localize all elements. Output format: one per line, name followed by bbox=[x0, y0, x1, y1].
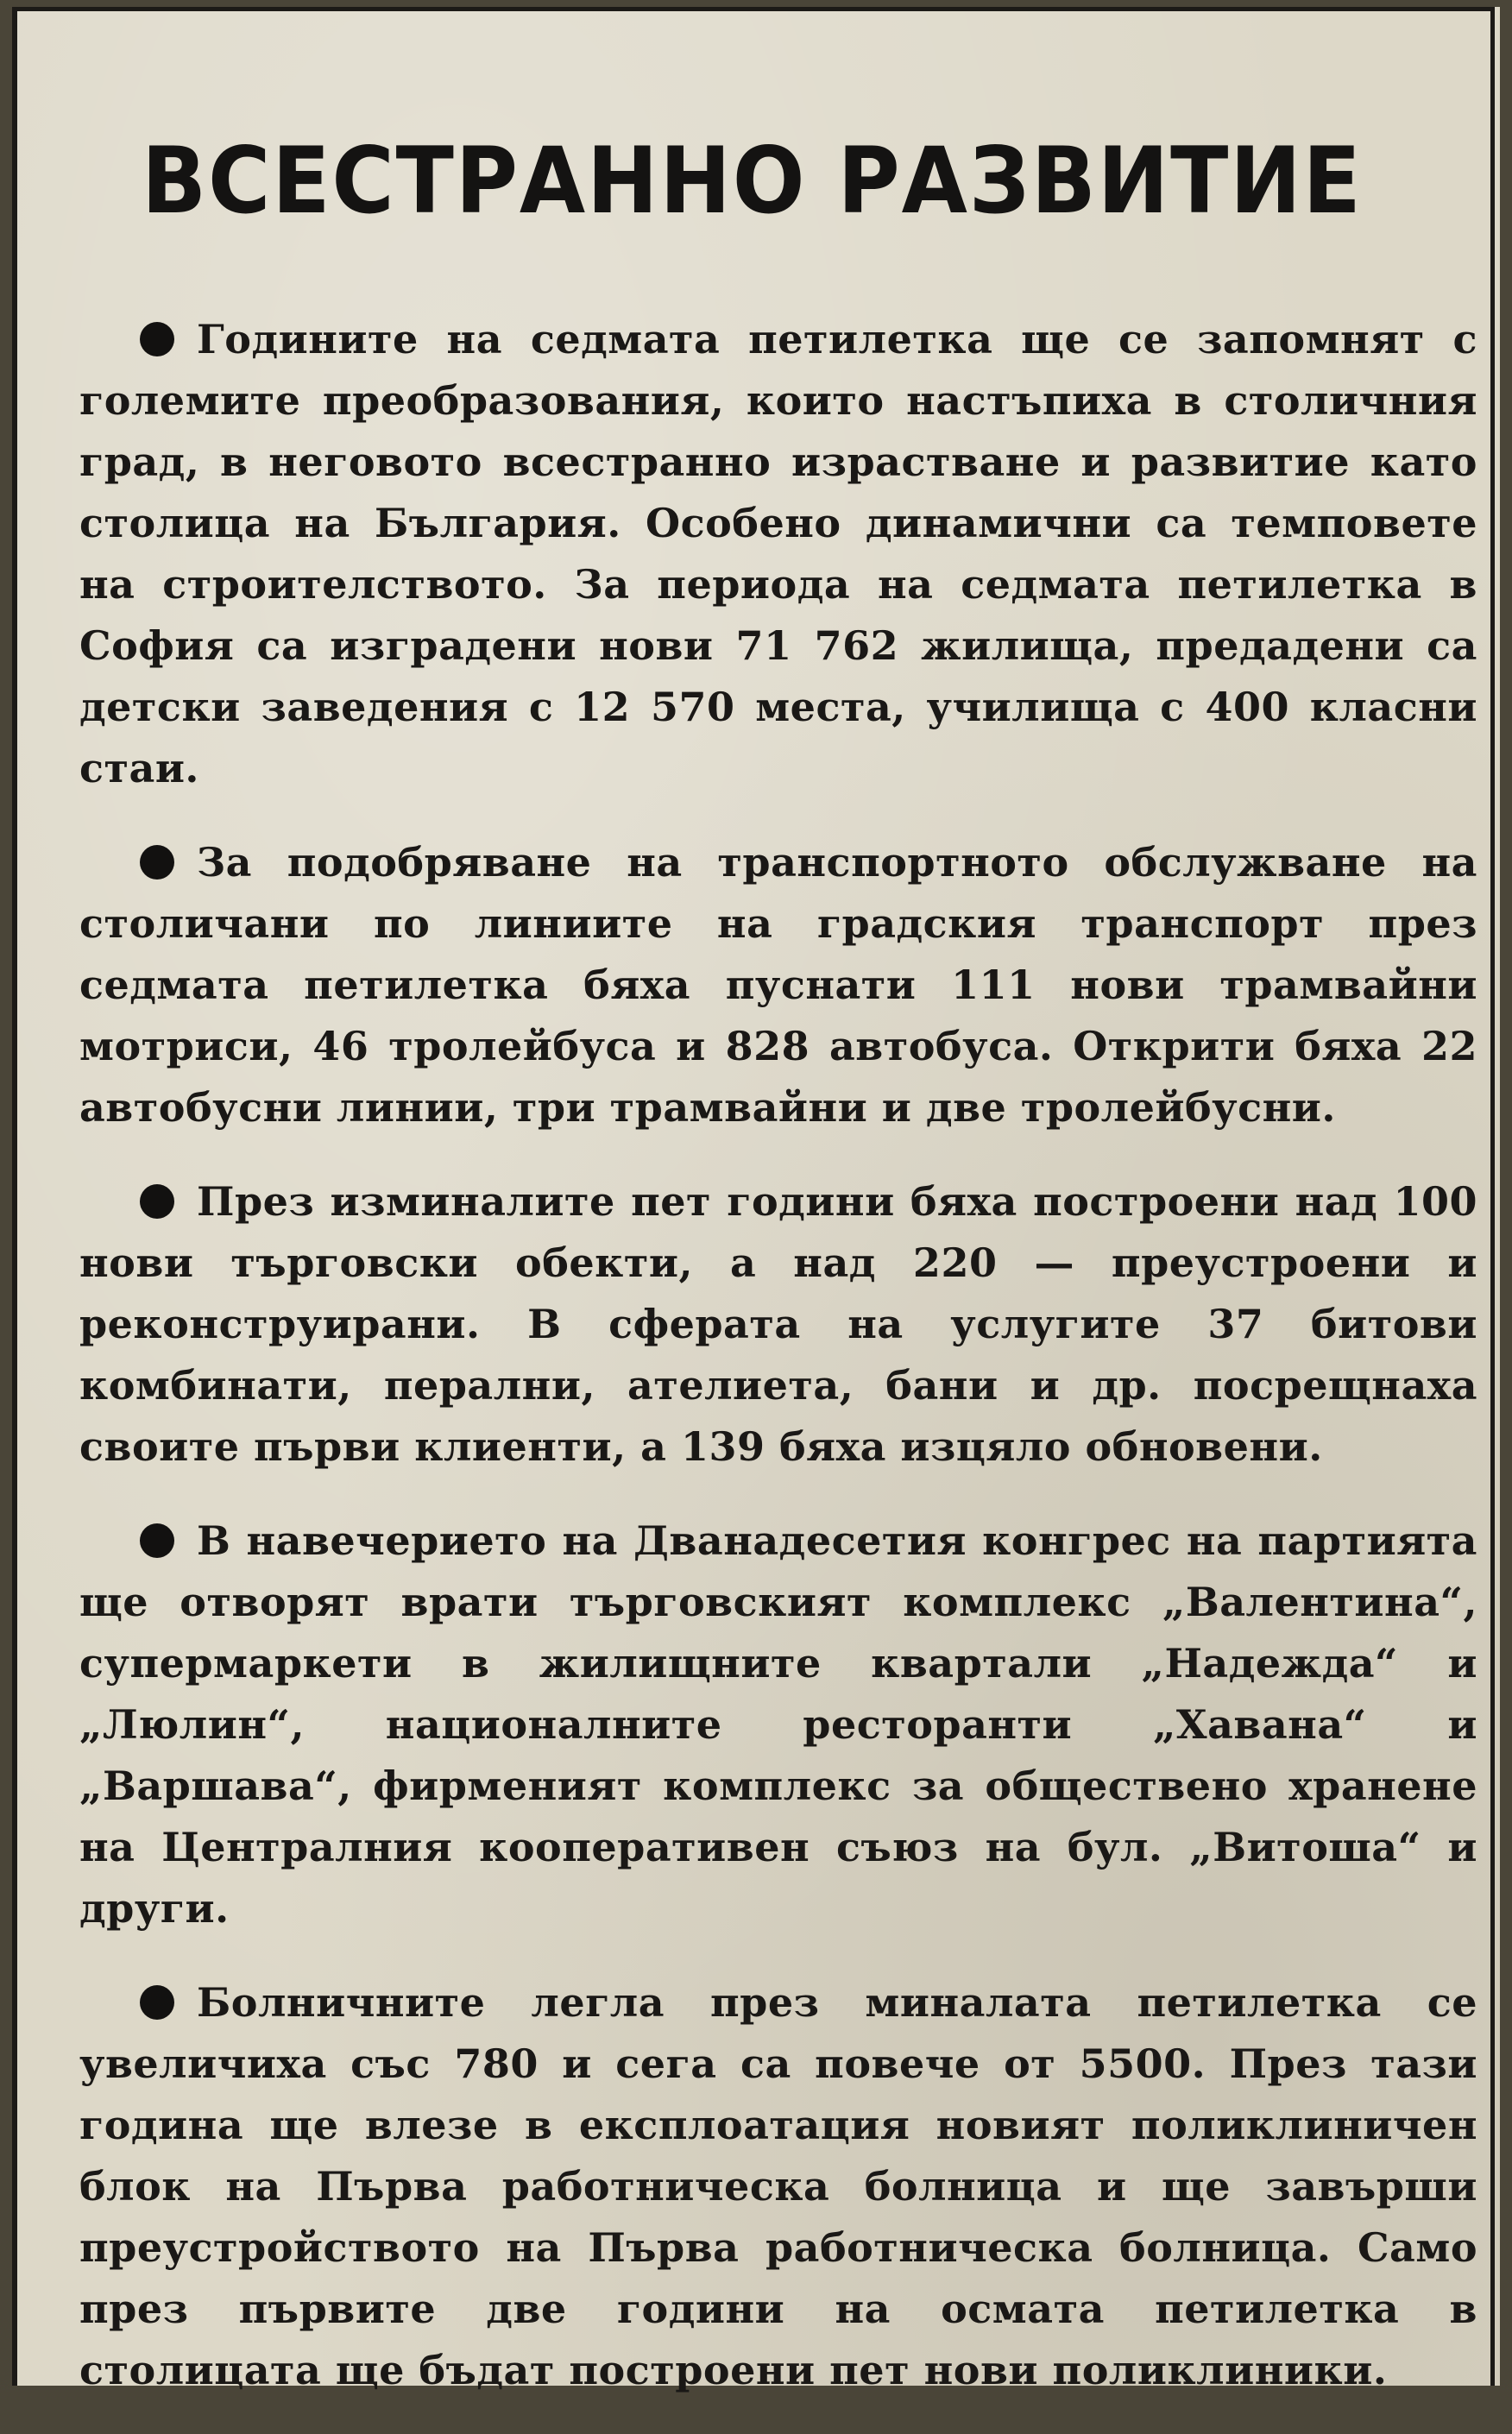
bullet-dot-icon bbox=[140, 1523, 174, 1558]
bullet-dot-icon bbox=[140, 845, 174, 880]
paragraph-text: За подобряване на транспортното обслужване на столичани по линиите на градския транспорт през седмата петилетка бяха пуснати 111 нови трамвайни мотриси, 46 тролейбуса и 828 автобуса. Открити бяха 22 автобусни линии, три трамвайни и две тролейбусни. bbox=[79, 839, 1477, 1131]
bullet-dot-icon bbox=[140, 1184, 174, 1219]
article-title: ВСЕСТРАННО РАЗВИТИЕ bbox=[142, 128, 1363, 234]
paragraph-text: В навечерието на Дванадесетия конгрес на партията ще отворят врати търговският комплекс „Валентина“, супермаркети в жилищните квартали „Надежда“ и „Люлин“, националните ресторанти „Хавана“ и „Варшава“, фирменият комплекс за обществено хранене на Централния кооперативен съюз на бул. „Витоша“ и други. bbox=[79, 1517, 1477, 1932]
paragraph-transport bbox=[79, 832, 1477, 1138]
bullet-dot-icon bbox=[140, 1985, 174, 2020]
paragraph-healthcare bbox=[79, 1972, 1477, 2401]
newspaper-clipping bbox=[12, 7, 1500, 2393]
paragraph-congress-openings bbox=[79, 1510, 1477, 1939]
article-body bbox=[79, 309, 1477, 2434]
paragraph-text: През изминалите пет години бяха построени над 100 нови търговски обекти, а над 220 — преустроени и реконструирани. В сферата на услугите 37 битови комбинати, перални, ателиета, бани и др. посрещнаха своите първи клиенти, а 139 бяха изцяло обновени. bbox=[79, 1178, 1477, 1470]
paragraph-construction bbox=[79, 309, 1477, 799]
bullet-dot-icon bbox=[140, 322, 174, 356]
paragraph-trade-services bbox=[79, 1171, 1477, 1478]
paragraph-text: Годините на седмата петилетка ще се запомнят с големите преобразования, които настъпиха в столичния град, в неговото всестранно израстване и развитие като столица на България. Особено динамични са темповете на строителството. За периода на седмата петилетка в София са изградени нови 71 762 жилища, предадени са детски заведения с 12 570 места, училища с 400 класни стаи. bbox=[79, 316, 1477, 791]
paragraph-text: Болничните легла през миналата петилетка се увеличиха със 780 и сега са повече от 5500. През тази година ще влезе в експлоатация новият поликлиничен блок на Първа работническа болница и ще завърши преустройството на Първа работническа болница. Само през първите две години на осмата петилетка в столицата ще бъдат построени пет нови поликлиники. bbox=[79, 1979, 1477, 2393]
